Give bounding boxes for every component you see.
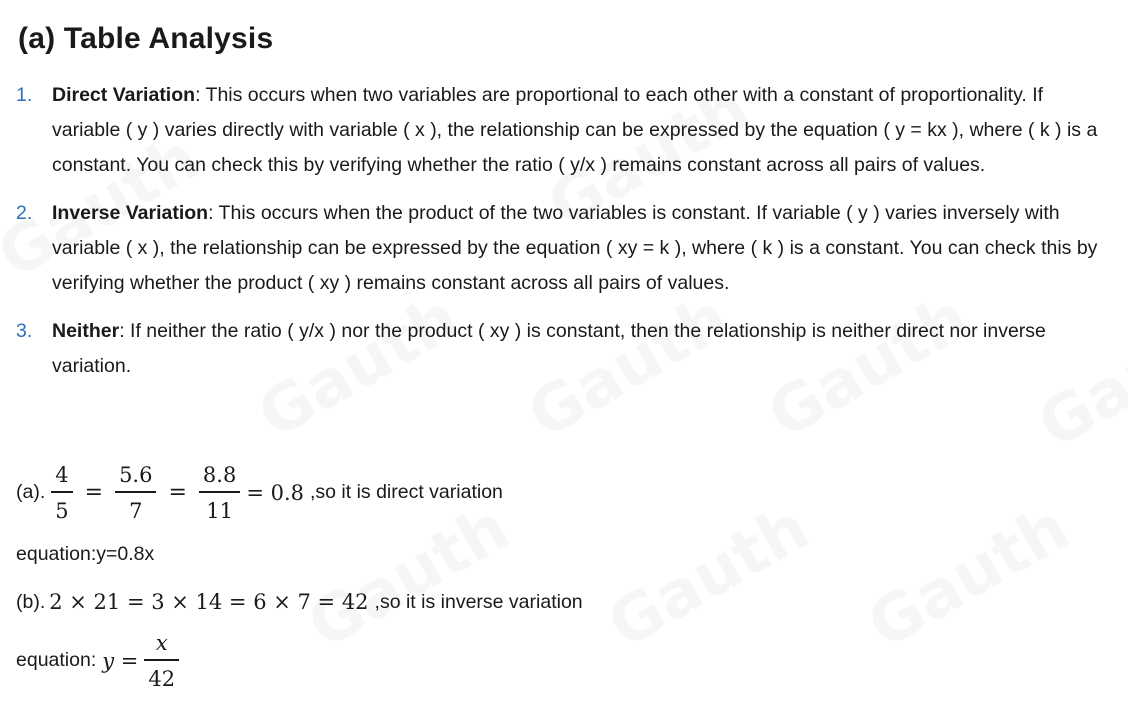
part-b-label: (b). — [16, 590, 46, 613]
variation-list — [0, 78, 1128, 384]
list-number: 3. — [16, 320, 33, 342]
part-a-label: (a). — [16, 481, 46, 504]
fraction — [115, 462, 156, 524]
denominator: 7 — [129, 498, 143, 523]
list-number: 2. — [16, 202, 33, 224]
term-label: Neither — [52, 320, 120, 342]
term-label: Direct Variation — [52, 84, 196, 106]
part-a-row — [16, 462, 503, 524]
equation-lhs: y = — [102, 648, 139, 673]
fraction — [144, 630, 179, 692]
fraction-bar — [199, 491, 240, 493]
denominator: 5 — [55, 498, 69, 523]
equation-label: equation: — [16, 649, 97, 672]
watermark — [856, 491, 1081, 664]
term-description: : If neither the ratio ( y/x ) nor the product ( xy ) is constant, then the relationship is neither direct nor inverse variation. — [52, 320, 1046, 377]
term-label: Inverse Variation — [52, 202, 209, 224]
page-title: (a) Table Analysis — [18, 22, 274, 55]
part-a-equation: equation:y=0.8x — [16, 543, 155, 565]
list-item — [0, 78, 1128, 183]
list-number: 1. — [16, 84, 33, 106]
denominator: 42 — [148, 666, 176, 691]
term-description: : This occurs when the product of the two variables is constant. If variable ( y ) varies inversely with variable ( x ), the relationship can be expressed by the equation ( xy = k ), where ( k ) is a constant. You can check this by verifying whether the product ( xy ) remains constant across all pairs of values. — [52, 202, 1098, 294]
fraction — [51, 462, 72, 524]
list-item — [0, 314, 1128, 384]
watermark — [596, 491, 821, 664]
fraction — [199, 462, 240, 524]
part-b-conclusion: ,so it is inverse variation — [374, 590, 583, 613]
numerator: 5.6 — [119, 463, 153, 487]
fraction-bar — [115, 491, 156, 493]
equals-sign: = — [84, 480, 104, 506]
numerator: 8.8 — [202, 463, 237, 487]
part-b-row — [16, 590, 583, 614]
product-expression: 2 × 21 = 3 × 14 = 6 × 7 = 42 — [49, 590, 369, 614]
term-description: : This occurs when two variables are proportional to each other with a constant of proportionality. If variable ( y ) varies directly with variable ( x ), the relationship can be expressed by the equation ( y = kx ), where ( k ) is a constant. You can check this by verifying whether the ratio ( y/x ) remains constant across all pairs of values. — [52, 84, 1098, 176]
list-item — [0, 196, 1128, 301]
equals-sign: = — [168, 480, 187, 506]
numerator: x — [155, 631, 168, 655]
part-a-conclusion: ,so it is direct variation — [309, 481, 503, 504]
fraction-bar — [144, 659, 179, 661]
part-b-equation — [16, 630, 185, 692]
denominator: 11 — [206, 498, 233, 523]
ratio-result: = 0.8 — [246, 480, 304, 505]
fraction-bar — [51, 491, 72, 493]
numerator: 4 — [55, 463, 69, 487]
